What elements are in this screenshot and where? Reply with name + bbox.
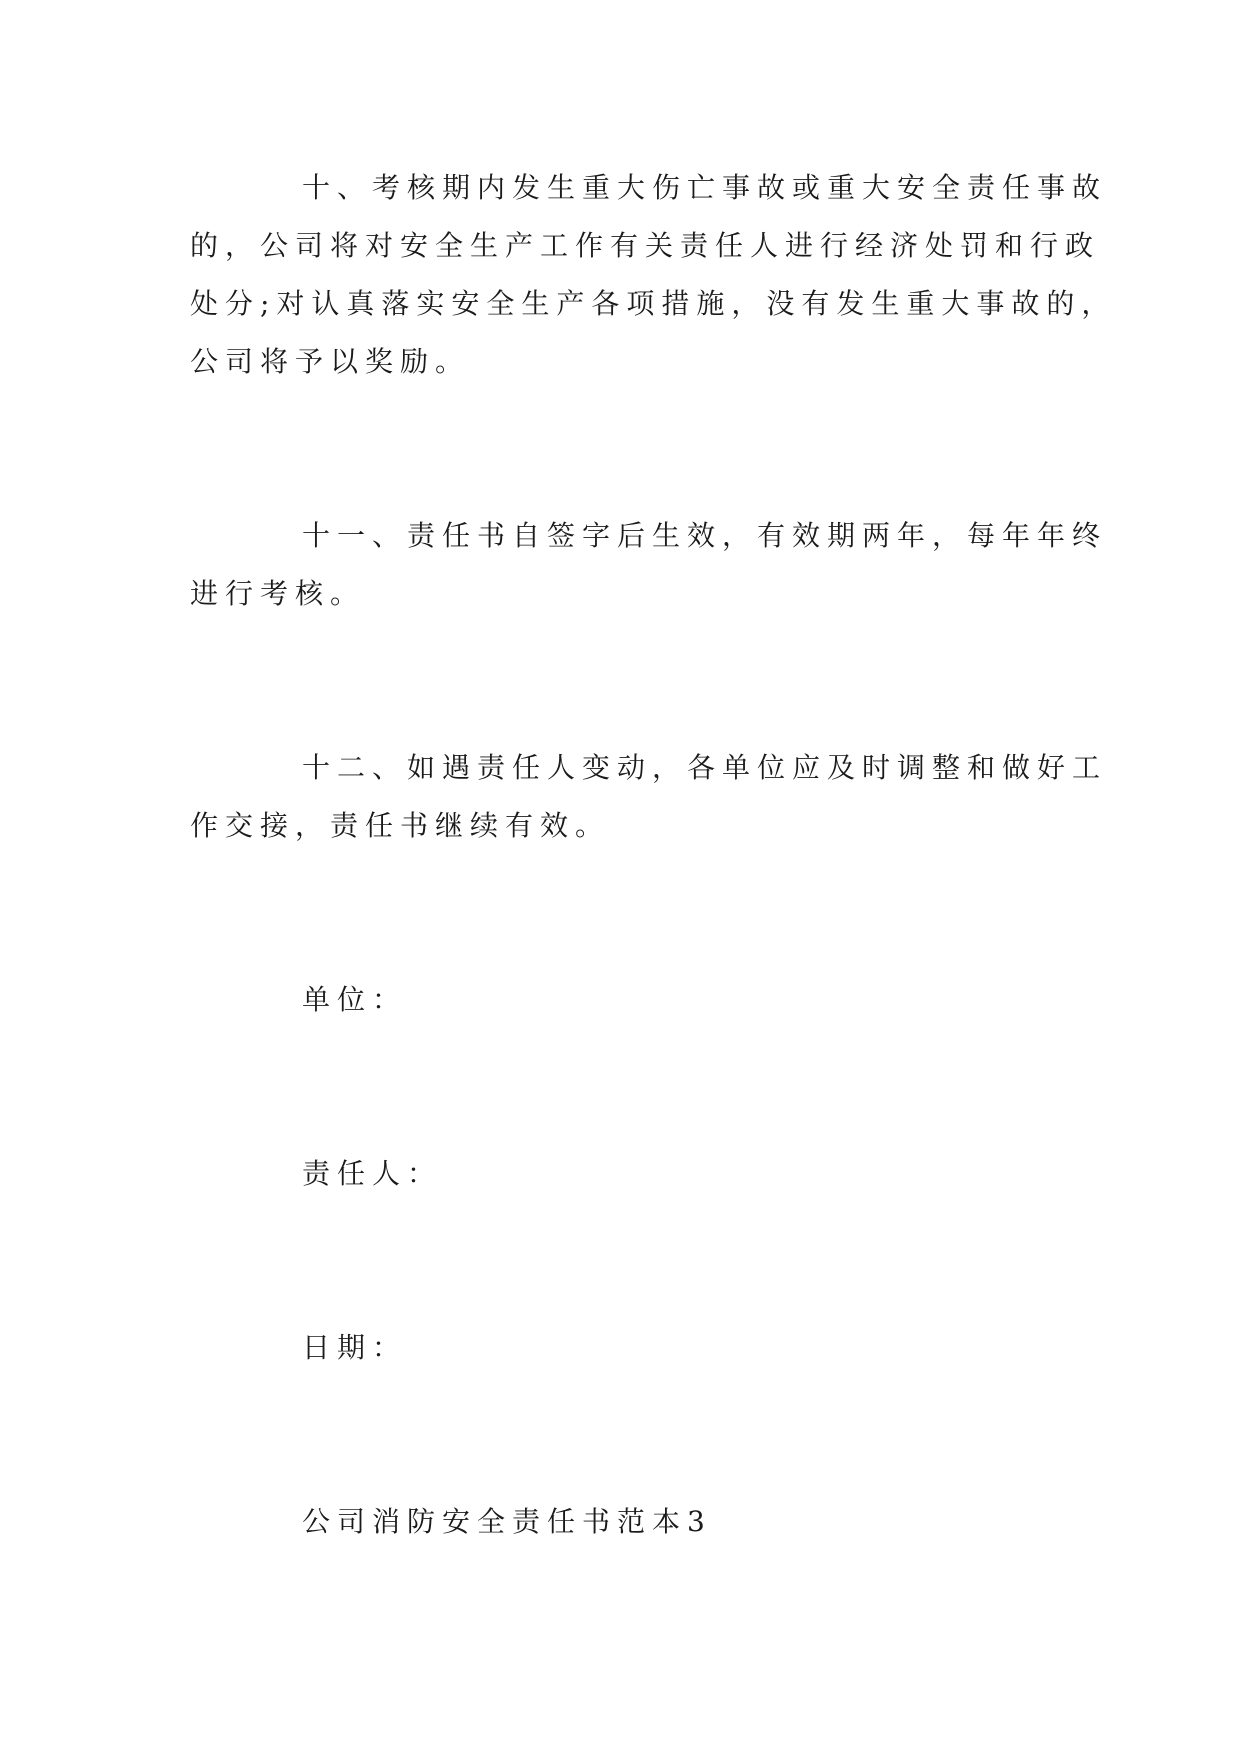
clause-12-line-2: 作交接，责任书继续有效。 bbox=[190, 809, 611, 842]
clause-11-line-1: 十一、责任书自签字后生效，有效期两年，每年年终 bbox=[302, 519, 1108, 552]
clause-10-line-3: 处分;对认真落实安全生产各项措施，没有发生重大事故的， bbox=[190, 287, 1117, 320]
clause-10-line-4: 公司将予以奖励。 bbox=[190, 345, 471, 378]
clause-12-line-1: 十二、如遇责任人变动，各单位应及时调整和做好工 bbox=[302, 751, 1108, 784]
signature-person-label: 责任人： bbox=[302, 1157, 443, 1190]
next-document-title: 公司消防安全责任书范本3 bbox=[302, 1505, 712, 1538]
signature-unit-label: 单位： bbox=[302, 983, 408, 1016]
clause-10-line-2: 的，公司将对安全生产工作有关责任人进行经济处罚和行政 bbox=[190, 229, 1101, 262]
clause-11-line-2: 进行考核。 bbox=[190, 577, 366, 610]
clause-10-line-1: 十、考核期内发生重大伤亡事故或重大安全责任事故 bbox=[302, 171, 1108, 204]
signature-date-label: 日期： bbox=[302, 1331, 408, 1364]
